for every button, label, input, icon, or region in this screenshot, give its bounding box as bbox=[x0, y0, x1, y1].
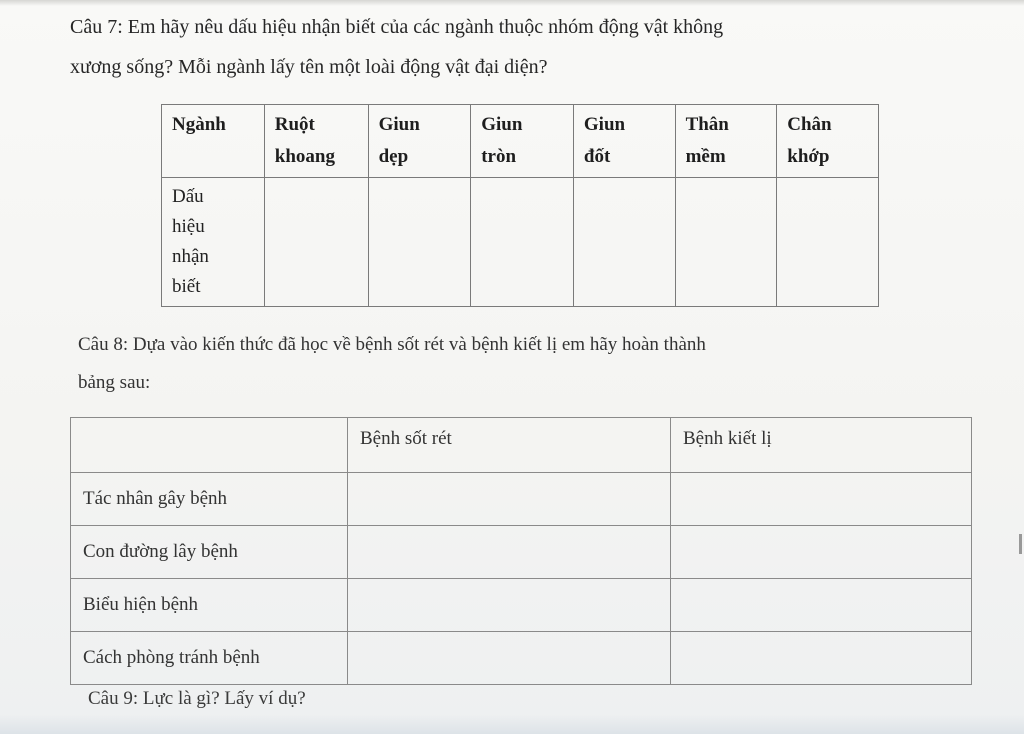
header-text: khớp bbox=[787, 146, 830, 167]
answer-cell bbox=[348, 579, 671, 632]
header-text: Chân bbox=[787, 114, 832, 135]
row-label-text: Dấu bbox=[172, 186, 204, 207]
row-label-text: nhận bbox=[172, 246, 209, 267]
row-label-con-duong-lay: Con đường lây bệnh bbox=[71, 526, 348, 579]
row-label-cach-phong-tranh: Cách phòng tránh bệnh bbox=[71, 632, 348, 685]
answer-cell-ruot-khoang bbox=[264, 178, 368, 307]
header-text: mềm bbox=[685, 146, 726, 167]
header-text: đốt bbox=[583, 146, 611, 167]
table-row bbox=[162, 178, 879, 307]
row-label-text: hiệu bbox=[172, 216, 205, 237]
cropped-top-edge bbox=[0, 0, 1024, 6]
question-9: Câu 9: Lực là gì? Lấy ví dụ? bbox=[88, 688, 306, 709]
row-label-bieu-hien: Biểu hiện bệnh bbox=[71, 579, 348, 632]
question-7-line-2: xương sống? Mỗi ngành lấy tên một loài động vật đại diện? bbox=[70, 56, 548, 78]
table-row bbox=[71, 473, 972, 526]
header-giun-dot bbox=[573, 105, 675, 178]
answer-cell bbox=[671, 526, 972, 579]
question-7-line-1: Câu 7: Em hãy nêu dấu hiệu nhận biết của các ngành thuộc nhóm động vật không bbox=[70, 16, 724, 38]
header-text: Giun bbox=[481, 114, 523, 135]
row-label-tac-nhan: Tác nhân gây bệnh bbox=[71, 473, 348, 526]
question-8-line-1: Câu 8: Dựa vào kiến thức đã học về bệnh sốt rét và bệnh kiết lị em hãy hoàn thành bbox=[78, 334, 706, 355]
table-row bbox=[71, 632, 972, 685]
row-label-dau-hieu-nhan-biet bbox=[162, 178, 265, 307]
header-than-mem bbox=[675, 105, 777, 178]
table-row bbox=[71, 526, 972, 579]
header-text: khoang bbox=[274, 146, 335, 167]
header-text: tròn bbox=[481, 146, 517, 167]
answer-cell-chan-khop bbox=[777, 178, 879, 307]
bottom-shadow bbox=[0, 714, 1024, 734]
header-text: Giun bbox=[583, 114, 626, 135]
header-giun-tron bbox=[471, 105, 574, 178]
question-8-line-2: bảng sau: bbox=[78, 372, 151, 393]
right-edge-mark bbox=[1019, 534, 1022, 554]
answer-cell bbox=[671, 579, 972, 632]
answer-cell bbox=[348, 632, 671, 685]
answer-cell bbox=[671, 473, 972, 526]
header-text: Ruột bbox=[274, 114, 315, 135]
header-giun-dep bbox=[368, 105, 471, 178]
header-nganh bbox=[162, 105, 265, 178]
header-benh-kiet-li: Bệnh kiết lị bbox=[671, 418, 972, 473]
answer-cell bbox=[348, 526, 671, 579]
table-header-row bbox=[162, 105, 879, 178]
answer-cell-than-mem bbox=[675, 178, 777, 307]
header-text: dẹp bbox=[378, 146, 409, 167]
table-header-row bbox=[71, 418, 972, 473]
table-row bbox=[71, 579, 972, 632]
invertebrate-phyla-table bbox=[161, 104, 879, 307]
row-label-text: biết bbox=[172, 276, 201, 297]
header-text: Thân bbox=[685, 114, 729, 135]
header-benh-sot-ret: Bệnh sốt rét bbox=[348, 418, 671, 473]
header-chan-khop bbox=[777, 105, 879, 178]
disease-comparison-table bbox=[70, 417, 972, 685]
answer-cell bbox=[671, 632, 972, 685]
header-empty-corner bbox=[71, 418, 348, 473]
answer-cell-giun-dep bbox=[368, 178, 471, 307]
header-ruot-khoang bbox=[264, 105, 368, 178]
answer-cell bbox=[348, 473, 671, 526]
answer-cell-giun-dot bbox=[573, 178, 675, 307]
answer-cell-giun-tron bbox=[471, 178, 574, 307]
header-text: Ngành bbox=[172, 114, 226, 135]
header-text: Giun bbox=[378, 114, 420, 135]
